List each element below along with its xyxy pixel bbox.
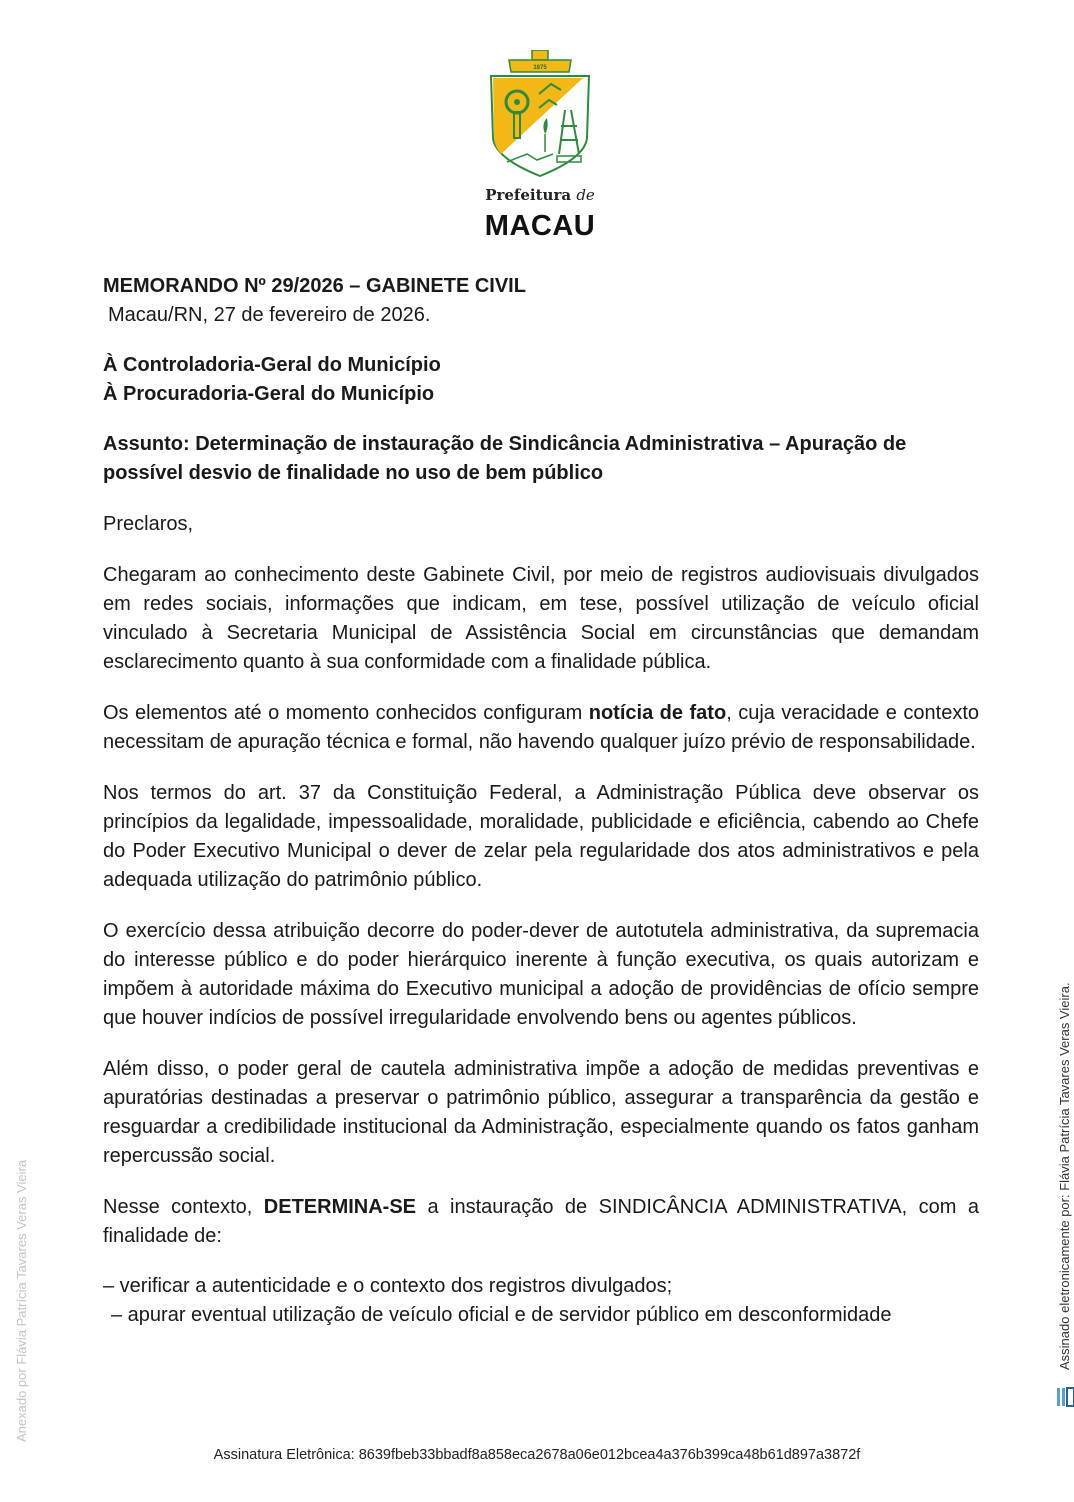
signature-hash: Assinatura Eletrônica: 8639fbeb33bbadf8a858eca2678a06e012bcea4a376b399ca48b61d897a3872f [213,1447,861,1463]
coat-of-arms-icon [487,50,593,180]
attachment-margin [10,1120,34,1440]
emphasis: notícia de fato [588,702,727,724]
attachment-text: Anexado por Flávia Patrícia Tavares Veras Vieira [14,1159,29,1442]
signature-stamp-icon [1056,1386,1074,1408]
list-item: – apurar eventual utilização de veículo oficial e de servidor público em desconformidade [111,1304,892,1326]
paragraph: Nos termos do art. 37 da Constituição Federal, a Administração Pública deve observar os princípios da legalidade, impessoalidade, moralidade, publicidade e eficiência, cabendo ao Chefe do Poder Executivo Municipal o dever de zelar pela regularidade dos atos administrativos e pela adequada utilização do patrimônio público. [103,782,979,891]
list-item: – verificar a autenticidade e o contexto dos registros divulgados; [103,1275,673,1297]
signature-text: Assinado eletronicamente por: Flávia Patrícia Tavares Veras Vieira. [1057,982,1072,1370]
addressee: À Procuradoria-Geral do Município [103,383,435,405]
memo-title: MEMORANDO Nº 29/2026 – GABINETE CIVIL [103,275,526,297]
logo-year: 1875 [533,65,547,71]
paragraph: Além disso, o poder geral de cautela administrativa impõe a adoção de medidas preventivas e apuratórias destinadas a preservar o patrimônio público, assegurar a transparência da gestão e resguardar a credibilidade institucional da Administração, especialmente quando os fatos ganham repercussão social. [103,1058,979,1167]
municipal-logo [470,50,610,250]
memo-date: Macau/RN, 27 de fevereiro de 2026. [108,304,431,326]
paragraph: Chegaram ao conhecimento deste Gabinete Civil, por meio de registros audiovisuais divulgados em redes sociais, informações que indicam, em tese, possível utilização de veículo oficial vinculado à Secretaria Municipal de Assistência Social em circunstâncias que demandam esclarecimento quanto à sua conformidade com a finalidade pública. [103,564,979,673]
memo-subject: Assunto: Determinação de instauração de Sindicância Administrativa – Apuração de possível desvio de finalidade no uso de bem público [103,433,907,484]
purpose-list [103,1272,979,1330]
paragraph: Os elementos até o momento conhecidos configuram notícia de fato, cuja veracidade e contexto necessitam de apuração técnica e formal, não havendo qualquer juízo prévio de responsabilidade. [103,702,979,753]
addressee: À Controladoria-Geral do Município [103,354,441,376]
prefeitura-label: Prefeitura de [485,186,595,204]
electronic-signature-margin [1045,940,1074,1400]
addressees [103,351,979,409]
emphasis: DETERMINA-SE [263,1196,417,1218]
paragraph: O exercício dessa atribuição decorre do poder-dever de autotutela administrativa, da supremacia do interesse público e do poder hierárquico inerente à função executiva, os quais autorizam e impõem à autoridade máxima do Executivo municipal a adoção de providências de ofício sempre que houver indícios de possível irregularidade envolvendo bens ou agentes públicos. [103,920,979,1029]
paragraph: Nesse contexto, DETERMINA-SE a instauração de SINDICÂNCIA ADMINISTRATIVA, com a finalidade de: [103,1196,979,1247]
city-name: MACAU [484,210,596,242]
memo-body [103,272,979,1330]
greeting: Preclaros, [103,513,194,535]
